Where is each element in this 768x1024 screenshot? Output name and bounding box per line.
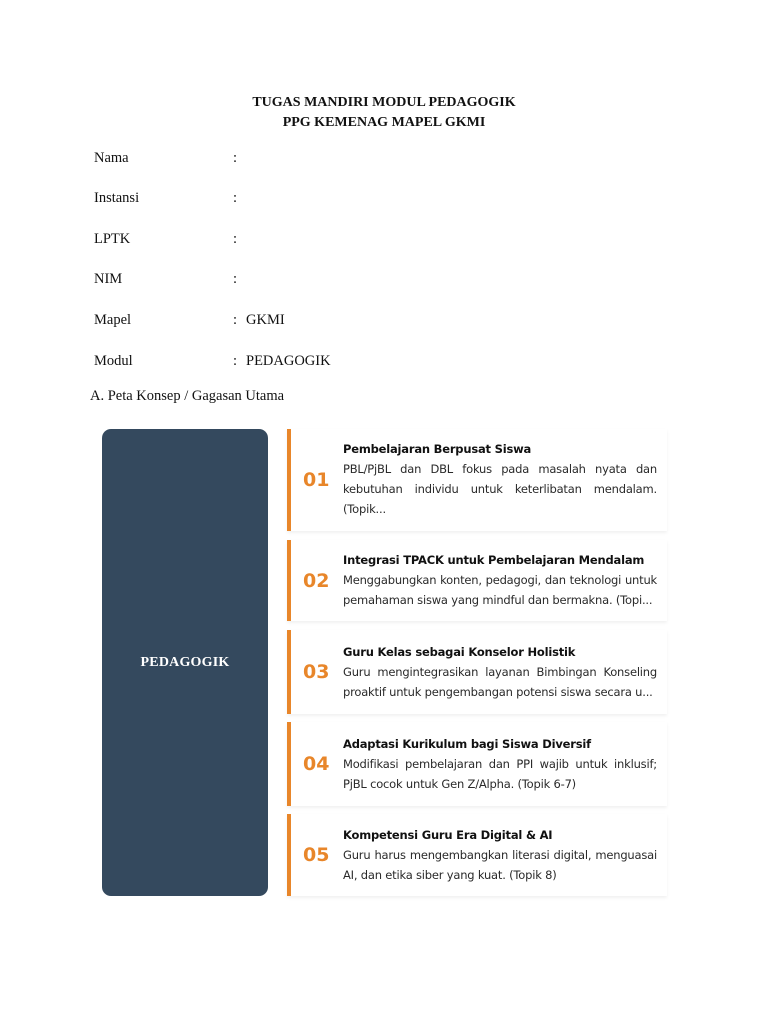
topic-title: Pembelajaran Berpusat Siswa bbox=[343, 442, 532, 456]
field-colon: : bbox=[233, 190, 238, 206]
field-value: GKMI bbox=[246, 312, 285, 328]
field-colon: : bbox=[233, 150, 238, 166]
topic-body bbox=[343, 827, 657, 885]
topic-number: 03 bbox=[303, 661, 330, 683]
topic-card-04 bbox=[287, 722, 667, 806]
topic-number: 04 bbox=[303, 753, 330, 775]
topic-body bbox=[343, 644, 657, 702]
topic-card-03 bbox=[287, 630, 667, 714]
topic-number: 01 bbox=[303, 469, 330, 491]
topic-body bbox=[343, 552, 657, 610]
section-heading: A. Peta Konsep / Gagasan Utama bbox=[90, 388, 285, 404]
topic-description: Guru harus mengembangkan literasi digital, menguasai AI, dan etika siber yang kuat. (Topik 8) bbox=[343, 848, 657, 882]
field-label: NIM bbox=[94, 271, 123, 287]
field-colon: : bbox=[233, 271, 238, 287]
topic-description: Modifikasi pembelajaran dan PPI wajib untuk inklusif; PjBL cocok untuk Gen Z/Alpha. (Topik 6-7) bbox=[343, 757, 657, 791]
topic-card-05 bbox=[287, 814, 667, 896]
field-label: Modul bbox=[94, 353, 133, 369]
field-colon: : bbox=[233, 353, 238, 369]
topic-number: 02 bbox=[303, 569, 330, 592]
field-label: Mapel bbox=[94, 312, 132, 328]
topic-body bbox=[343, 736, 657, 794]
topic-description: Guru mengintegrasikan layanan Bimbingan Konseling proaktif untuk pengembangan potensi siswa secara u... bbox=[343, 665, 657, 699]
document-title-line-2: PPG KEMENAG MAPEL GKMI bbox=[282, 115, 486, 130]
field-label: Instansi bbox=[94, 190, 140, 206]
topic-number: 05 bbox=[303, 844, 330, 866]
topic-card-01 bbox=[287, 429, 667, 531]
topic-card-02 bbox=[287, 540, 667, 621]
field-label: Nama bbox=[94, 150, 129, 166]
field-value: PEDAGOGIK bbox=[246, 353, 331, 369]
topic-title: Integrasi TPACK untuk Pembelajaran Mendalam bbox=[343, 553, 645, 567]
field-colon: : bbox=[233, 312, 238, 328]
document-title-line-1: TUGAS MANDIRI MODUL PEDAGOGIK bbox=[252, 95, 516, 110]
topic-title: Guru Kelas sebagai Konselor Holistik bbox=[343, 645, 576, 659]
field-colon: : bbox=[233, 231, 238, 247]
topic-body bbox=[343, 441, 657, 519]
topic-title: Adaptasi Kurikulum bagi Siswa Diversif bbox=[343, 737, 591, 751]
topic-description: Menggabungkan konten, pedagogi, dan teknologi untuk pemahaman siswa yang mindful dan bermakna. (Topi... bbox=[343, 573, 657, 607]
field-label: LPTK bbox=[94, 231, 131, 247]
topic-description: PBL/PjBL dan DBL fokus pada masalah nyata dan kebutuhan individu untuk keterlibatan mendalam. (Topik... bbox=[343, 462, 657, 516]
concept-center-panel bbox=[102, 429, 268, 896]
topic-title: Kompetensi Guru Era Digital & AI bbox=[343, 828, 553, 842]
concept-center-label: PEDAGOGIK bbox=[140, 654, 230, 670]
